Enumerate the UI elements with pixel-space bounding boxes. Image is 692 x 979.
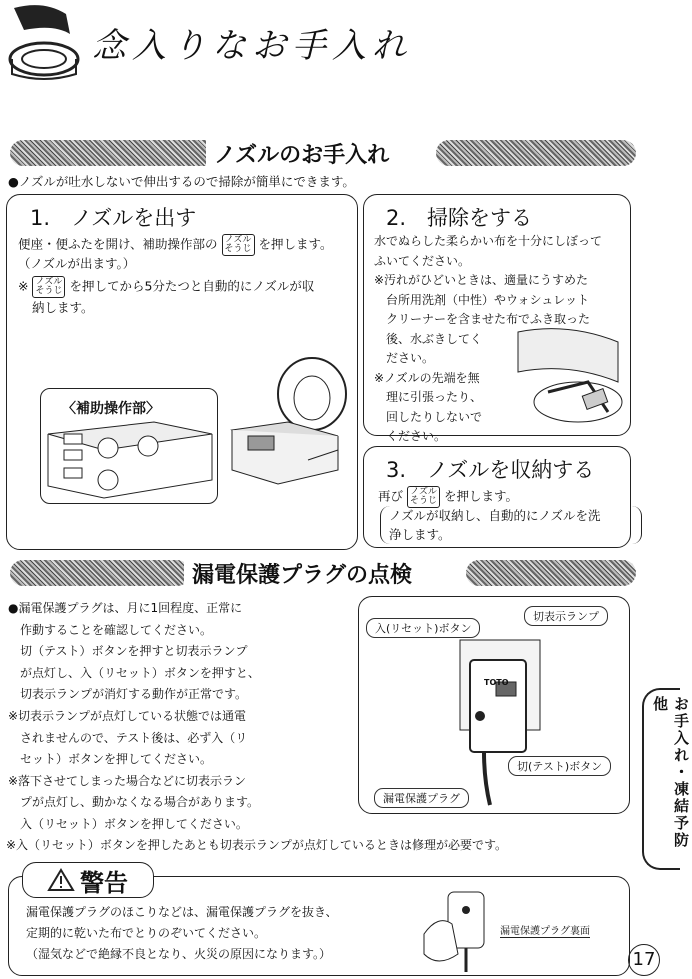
test-button-label: 切(テスト)ボタン bbox=[508, 756, 611, 776]
step3-note: ノズルが収納し、自動的にノズルを洗 浄します。 bbox=[380, 506, 642, 544]
leak-plug-label: 漏電保護プラグ bbox=[374, 788, 469, 808]
page-title: 念入りなお手入れ bbox=[92, 26, 412, 66]
step3-text: 再び ノズル そうじ を押します。 bbox=[378, 487, 519, 506]
step2-line: 回したりしないで bbox=[374, 409, 483, 424]
warning-title: 警告 bbox=[80, 868, 128, 897]
section-bar-right bbox=[466, 560, 636, 586]
warning-line: 定期的に乾いた布でとりのぞいてください。 bbox=[26, 926, 267, 940]
step2-title: 2. 掃除をする bbox=[386, 206, 533, 230]
leak-line: ●漏電保護プラグは、月に1回程度、正常に bbox=[8, 601, 243, 615]
step2-line: ふいてください。 bbox=[374, 253, 471, 268]
step1-note: ※ ノズル そうじ を押してから5分たつと自動的にノズルが収 納します。 bbox=[18, 277, 315, 315]
nozzle-cleaning-illustration bbox=[508, 322, 628, 432]
leak-line: 入（リセット）ボタンを押してください。 bbox=[8, 816, 248, 831]
step2-line: 水でぬらした柔らかい布を十分にしぼって bbox=[374, 234, 603, 248]
step2-line: クリーナーを含ませた布でふき取った bbox=[374, 312, 591, 326]
step2-line: 理に引張ったり、 bbox=[374, 390, 483, 404]
brand-label: TOTO bbox=[484, 678, 509, 687]
plug-back-illustration bbox=[418, 884, 498, 972]
step2-line: 台所用洗剤（中性）やウォシュレット bbox=[374, 292, 590, 307]
page-number: 17 bbox=[628, 944, 660, 976]
toilet-seat-icon bbox=[4, 4, 84, 84]
leak-line: ※切表示ランプが点灯している状態では通電 bbox=[8, 708, 247, 723]
leak-line: 切表示ランプが消灯する動作が正常です。 bbox=[8, 687, 248, 702]
step1-title: 1. ノズルを出す bbox=[30, 206, 197, 230]
leak-line: 作動することを確認してください。 bbox=[8, 622, 213, 637]
reset-button-label: 入(リセット)ボタン bbox=[366, 618, 480, 638]
step2-line: ください。 bbox=[374, 429, 447, 443]
warning-icon bbox=[48, 868, 74, 892]
section-bar-left bbox=[10, 560, 190, 586]
warning-line: （湿気などで絶縁不良となり、火災の原因になります。） bbox=[26, 947, 332, 961]
leak-plug-illustration bbox=[400, 630, 550, 805]
step1-text2: （ノズルが出ます。） bbox=[18, 256, 136, 271]
leak-line: されませんので、テスト後は、必ず入（リ bbox=[8, 730, 248, 745]
side-tab-label: お手入れ・凍結予防 他 bbox=[651, 696, 690, 866]
leak-line: セット）ボタンを押してください。 bbox=[8, 752, 213, 767]
step2-line: ※ノズルの先端を無 bbox=[374, 370, 480, 385]
nozzle-clean-button-icon: ノズル そうじ bbox=[407, 486, 440, 508]
leak-line: プが点灯し、動かなくなる場合があります。 bbox=[8, 795, 260, 810]
nozzle-intro: ●ノズルが吐水しないで伸出するので掃除が簡単にできます。 bbox=[8, 174, 355, 189]
leak-line: 切（テスト）ボタンを押すと切表示ランプ bbox=[8, 644, 248, 659]
leak-footnote: ※入（リセット）ボタンを押したあとも切表示ランプが点灯しているときは修理が必要です。 bbox=[6, 838, 507, 852]
plug-back-label: 漏電保護プラグ裏面 bbox=[500, 922, 590, 938]
step2-line: ださい。 bbox=[374, 351, 435, 365]
warning-header bbox=[22, 862, 154, 898]
warning-text bbox=[26, 902, 338, 965]
leak-line: ※落下させてしまった場合などに切表示ラン bbox=[8, 773, 247, 788]
step3-title: 3. ノズルを収納する bbox=[386, 458, 595, 482]
section-bar-right bbox=[436, 140, 636, 166]
leak-section-heading: 漏電保護プラグの点検 bbox=[184, 558, 420, 589]
toilet-illustration bbox=[228, 350, 354, 490]
step2-line: 後、水ぶきしてく bbox=[374, 331, 483, 346]
leak-text bbox=[8, 598, 353, 836]
nozzle-section-heading: ノズルのお手入れ bbox=[206, 138, 397, 169]
aux-panel-drawing bbox=[44, 420, 214, 500]
warning-line: 漏電保護プラグのほこりなどは、漏電保護プラグを抜き、 bbox=[26, 905, 338, 919]
leak-line: が点灯し、入（リセット）ボタンを押すと、 bbox=[8, 665, 260, 680]
aux-panel-label: 〈補助操作部〉 bbox=[62, 401, 160, 417]
step1-text1: 便座・便ふたを開け、補助操作部の ノズル そうじ を押します。 bbox=[18, 235, 333, 254]
section-bar-left bbox=[10, 140, 220, 166]
nozzle-clean-button-icon: ノズル そうじ bbox=[32, 276, 65, 298]
off-lamp-label: 切表示ランプ bbox=[524, 606, 608, 626]
nozzle-clean-button-icon: ノズル そうじ bbox=[222, 234, 255, 256]
step2-line: ※汚れがひどいときは、適量にうすめた bbox=[374, 273, 589, 287]
